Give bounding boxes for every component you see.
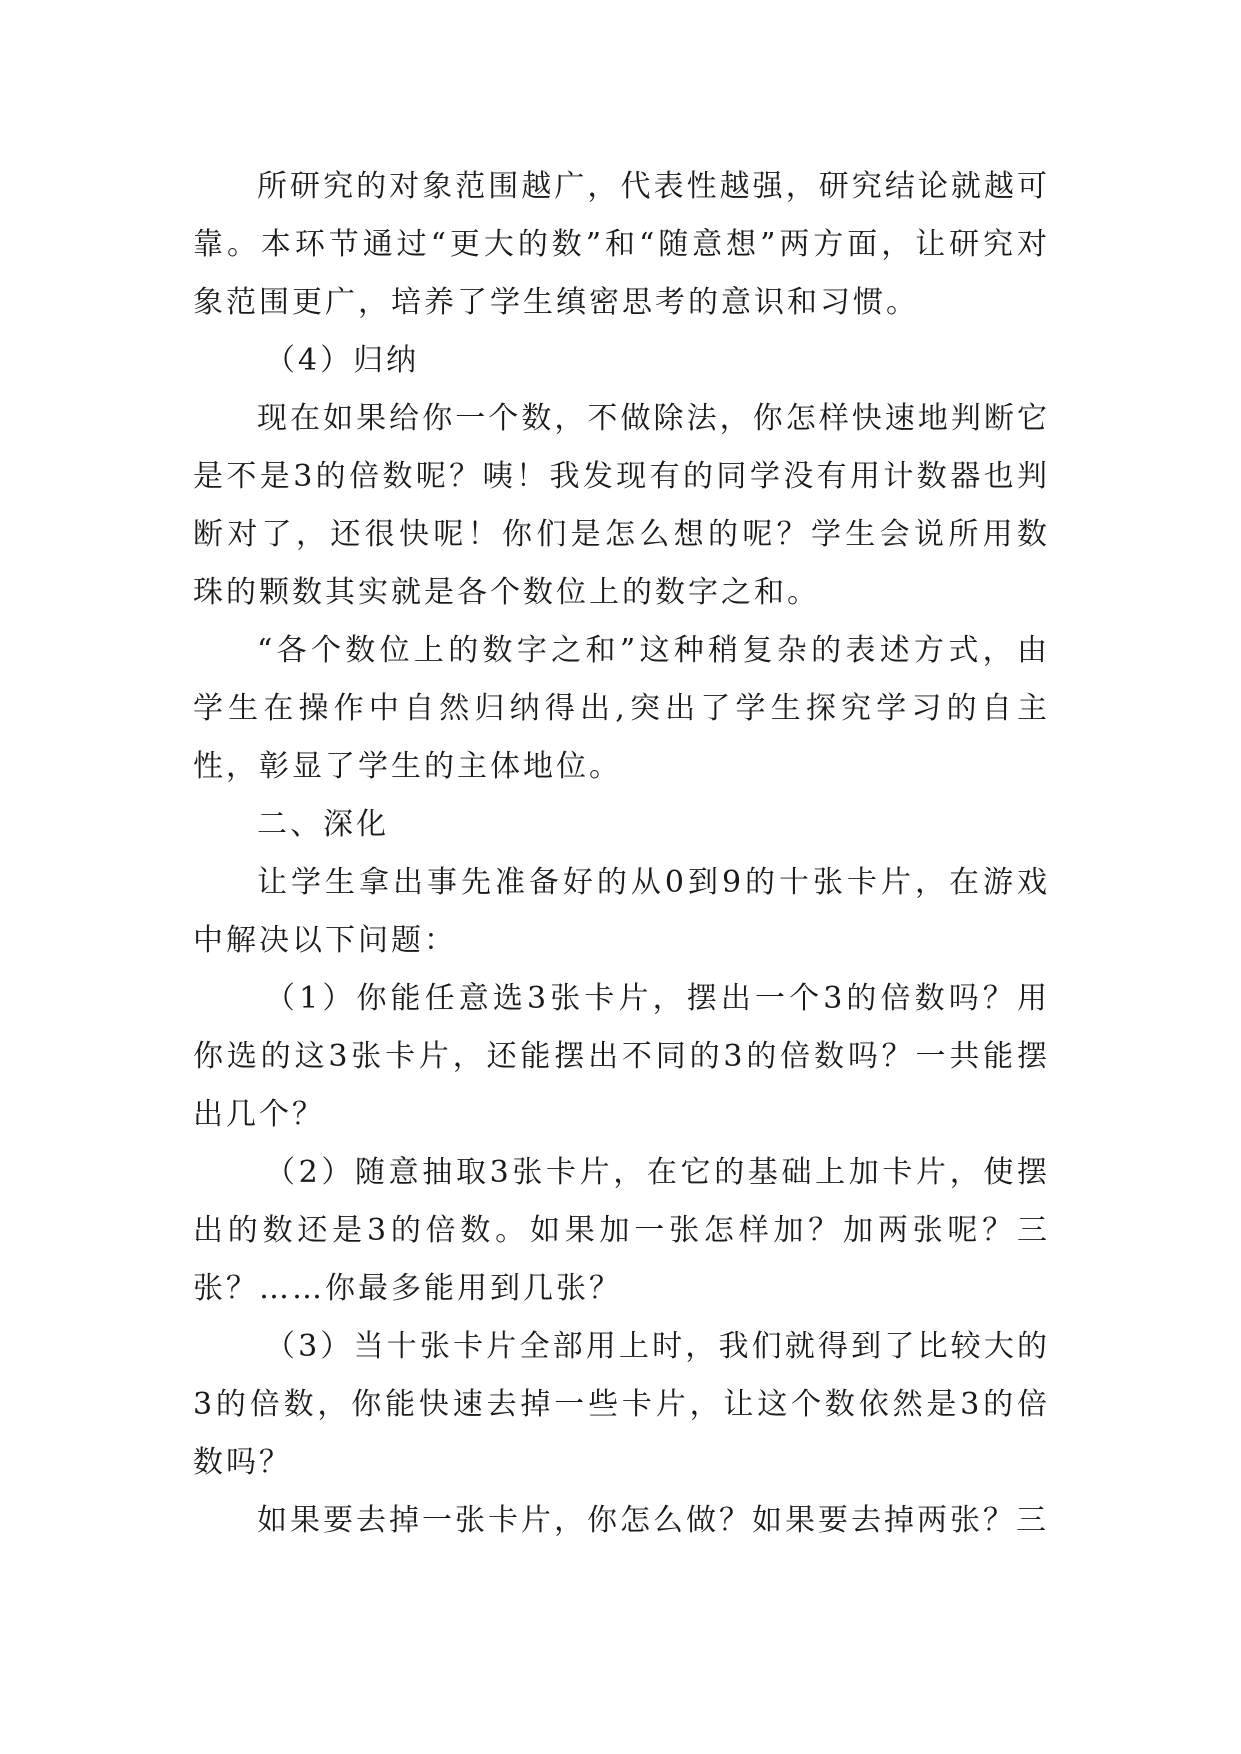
paragraph-quick-judgement: 现在如果给你一个数，不做除法，你怎样快速地判断它是不是3的倍数呢？咦！我发现有的同学没有用计数器也判断对了，还很快呢！你们是怎么想的呢？学生会说所用数珠的颗数其实就是各个数位上的数字之和。 (193, 401, 1050, 610)
question-2: （2）随意抽取3张卡片，在它的基础上加卡片，使摆出的数还是3的倍数。如果加一张怎样加？加两张呢？三张？……你最多能用到几张？ (193, 1155, 1050, 1306)
paragraph-card-game-intro: 让学生拿出事先准备好的从0到9的十张卡片，在游戏中解决以下问题： (193, 865, 1050, 958)
question-3: （3）当十张卡片全部用上时，我们就得到了比较大的3的倍数，你能快速去掉一些卡片，让这个数依然是3的倍数吗？ (193, 1329, 1050, 1480)
document-body (193, 158, 1050, 1550)
heading-induction: （4）归纳 (265, 343, 420, 378)
heading-deepening: 二、深化 (257, 807, 389, 842)
paragraph-remove-cards: 如果要去掉一张卡片，你怎么做？如果要去掉两张？三 (257, 1503, 1049, 1538)
paragraph-research-scope: 所研究的对象范围越广，代表性越强，研究结论就越可靠。本环节通过“更大的数”和“随意想”两方面，让研究对象范围更广，培养了学生缜密思考的意识和习惯。 (193, 169, 1050, 320)
question-1: （1）你能任意选3张卡片，摆出一个3的倍数吗？用你选的这3张卡片，还能摆出不同的3的倍数吗？一共能摆出几个？ (193, 981, 1050, 1132)
paragraph-digit-sum-expression: “各个数位上的数字之和”这种稍复杂的表述方式，由学生在操作中自然归纳得出,突出了学生探究学习的自主性，彰显了学生的主体地位。 (193, 633, 1050, 784)
